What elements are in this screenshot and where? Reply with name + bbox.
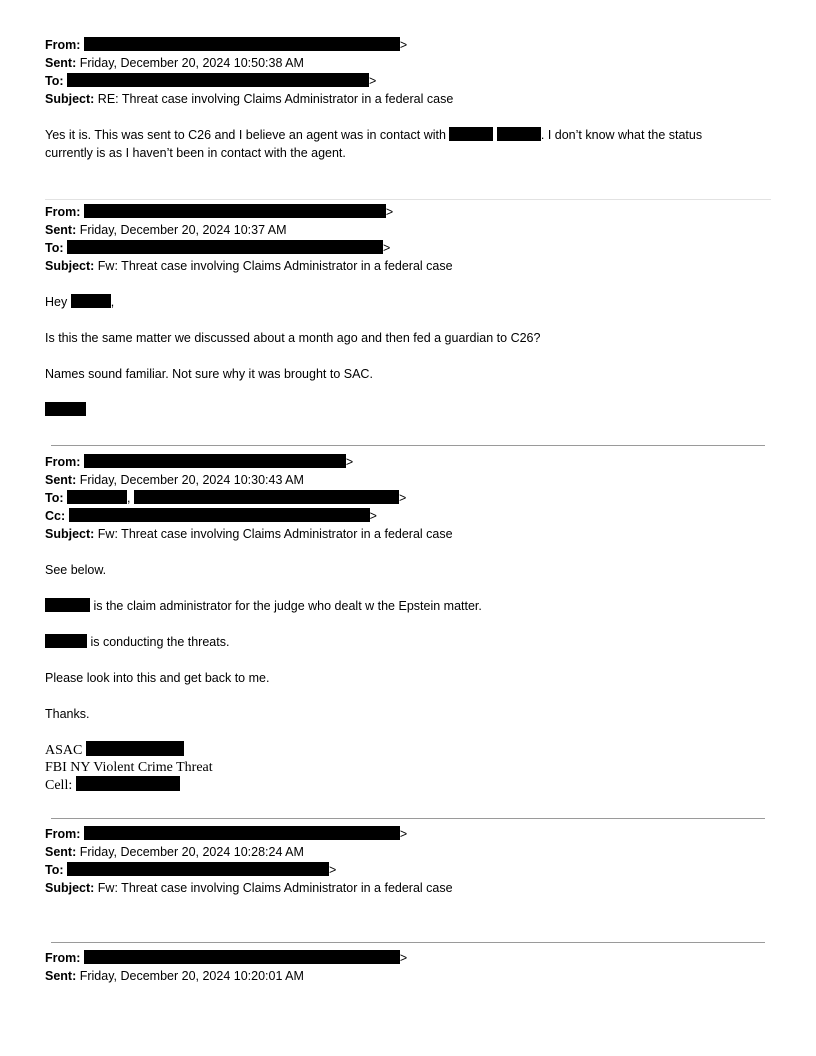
email1-body-line1	[45, 126, 702, 144]
email4-subject-line	[45, 879, 453, 897]
body-text: Is this the same matter we discussed about a month ago and then fed a guardian to C26?	[45, 331, 541, 345]
body-text: Names sound familiar. Not sure why it was brought to SAC.	[45, 367, 373, 381]
angle-bracket: >	[398, 491, 407, 505]
email1-to-line	[45, 72, 376, 90]
to-label: To:	[45, 74, 64, 88]
divider	[51, 942, 765, 943]
divider	[51, 818, 765, 819]
from-label: From:	[45, 951, 81, 965]
email4-to-line	[45, 861, 336, 879]
sent-value: Friday, December 20, 2024 10:28:24 AM	[79, 845, 304, 859]
angle-bracket: >	[399, 951, 408, 965]
sent-label: Sent:	[45, 969, 77, 983]
body-text: Please look into this and get back to me.	[45, 671, 270, 685]
subject-value: RE: Threat case involving Claims Administrator in a federal case	[97, 92, 454, 106]
angle-bracket: >	[345, 455, 354, 469]
redaction-block	[84, 826, 400, 840]
signature-text: Cell:	[45, 778, 76, 793]
redaction-block	[497, 127, 541, 141]
email4-sent-line	[45, 843, 304, 861]
email3-body-p2	[45, 597, 482, 615]
redaction-block	[84, 37, 400, 51]
body-text: currently is as I haven’t been in contact with the agent.	[45, 146, 346, 160]
redaction-block	[76, 776, 180, 791]
subject-value: Fw: Threat case involving Claims Administrator in a federal case	[97, 881, 453, 895]
subject-label: Subject:	[45, 259, 95, 273]
email2-sent-line	[45, 221, 287, 239]
angle-bracket: >	[383, 241, 391, 255]
email2-greeting	[45, 293, 114, 311]
redaction-block	[67, 73, 369, 87]
angle-bracket: >	[399, 827, 408, 841]
email2-subject-line	[45, 257, 453, 275]
to-label: To:	[45, 241, 64, 255]
from-label: From:	[45, 205, 81, 219]
body-text: Hey	[45, 295, 71, 309]
redaction-block	[134, 490, 399, 504]
sent-value: Friday, December 20, 2024 10:30:43 AM	[79, 473, 304, 487]
redaction-block	[449, 127, 493, 141]
redaction-block	[84, 204, 386, 218]
sent-value: Friday, December 20, 2024 10:50:38 AM	[79, 56, 304, 70]
email1-sent-line	[45, 54, 304, 72]
body-text: See below.	[45, 563, 107, 577]
sent-label: Sent:	[45, 845, 77, 859]
to-label: To:	[45, 491, 64, 505]
email3-from-line	[45, 453, 353, 471]
subject-value: Fw: Threat case involving Claims Administrator in a federal case	[97, 527, 453, 541]
email3-body-p1	[45, 561, 106, 579]
from-label: From:	[45, 38, 81, 52]
body-text: is conducting the threats.	[87, 635, 230, 649]
redaction-block	[84, 950, 400, 964]
email3-body-p4	[45, 669, 269, 687]
signature-text: FBI NY Violent Crime Threat	[45, 760, 213, 775]
angle-bracket: >	[399, 38, 408, 52]
email5-from-line	[45, 949, 407, 967]
sent-label: Sent:	[45, 473, 77, 487]
email3-cc-line	[45, 507, 377, 525]
body-text: Yes it is. This was sent to C26 and I believe an agent was in contact with	[45, 128, 450, 142]
email3-subject-line	[45, 525, 453, 543]
from-label: From:	[45, 455, 81, 469]
body-text: ,	[110, 295, 115, 309]
subject-label: Subject:	[45, 881, 95, 895]
redaction-block	[45, 402, 86, 416]
email2-body-p2	[45, 365, 373, 383]
email2-to-line	[45, 239, 390, 257]
body-text: . I don’t know what the status	[540, 128, 703, 142]
signature-text: ASAC	[45, 743, 86, 758]
to-label: To:	[45, 863, 64, 877]
email2-from-line	[45, 203, 393, 221]
cc-label: Cc:	[45, 509, 66, 523]
subject-label: Subject:	[45, 92, 95, 106]
subject-label: Subject:	[45, 527, 95, 541]
body-text: is the claim administrator for the judge who dealt w the Epstein matter.	[90, 599, 482, 613]
redaction-block	[84, 454, 346, 468]
angle-bracket: >	[385, 205, 394, 219]
sent-value: Friday, December 20, 2024 10:37 AM	[79, 223, 287, 237]
signature-cell	[45, 776, 180, 795]
email3-to-line	[45, 489, 406, 507]
subject-value: Fw: Threat case involving Claims Administrator in a federal case	[97, 259, 453, 273]
from-label: From:	[45, 827, 81, 841]
redaction-block	[67, 862, 329, 876]
angle-bracket: >	[369, 509, 377, 523]
email3-body-p3	[45, 633, 229, 651]
divider	[51, 445, 765, 446]
redaction-block	[67, 240, 383, 254]
angle-bracket: >	[329, 863, 337, 877]
email4-from-line	[45, 825, 407, 843]
signature-title	[45, 741, 184, 760]
email1-body-line2	[45, 144, 346, 162]
email1-subject-line	[45, 90, 453, 108]
email5-sent-line	[45, 967, 304, 985]
email2-body-p1	[45, 329, 540, 347]
email1-from-line	[45, 36, 407, 54]
redaction-block	[45, 598, 90, 612]
sent-value: Friday, December 20, 2024 10:20:01 AM	[79, 969, 304, 983]
body-text: Thanks.	[45, 707, 90, 721]
separator: ,	[127, 491, 131, 505]
email2-signoff	[45, 401, 86, 419]
redaction-block	[45, 634, 87, 648]
email3-sent-line	[45, 471, 304, 489]
angle-bracket: >	[369, 74, 377, 88]
sent-label: Sent:	[45, 56, 77, 70]
redaction-block	[86, 741, 184, 756]
signature-org	[45, 759, 213, 777]
sent-label: Sent:	[45, 223, 77, 237]
divider	[45, 199, 771, 200]
redaction-block	[71, 294, 111, 308]
redaction-block	[69, 508, 370, 522]
email3-body-p5	[45, 705, 89, 723]
redaction-block	[67, 490, 127, 504]
